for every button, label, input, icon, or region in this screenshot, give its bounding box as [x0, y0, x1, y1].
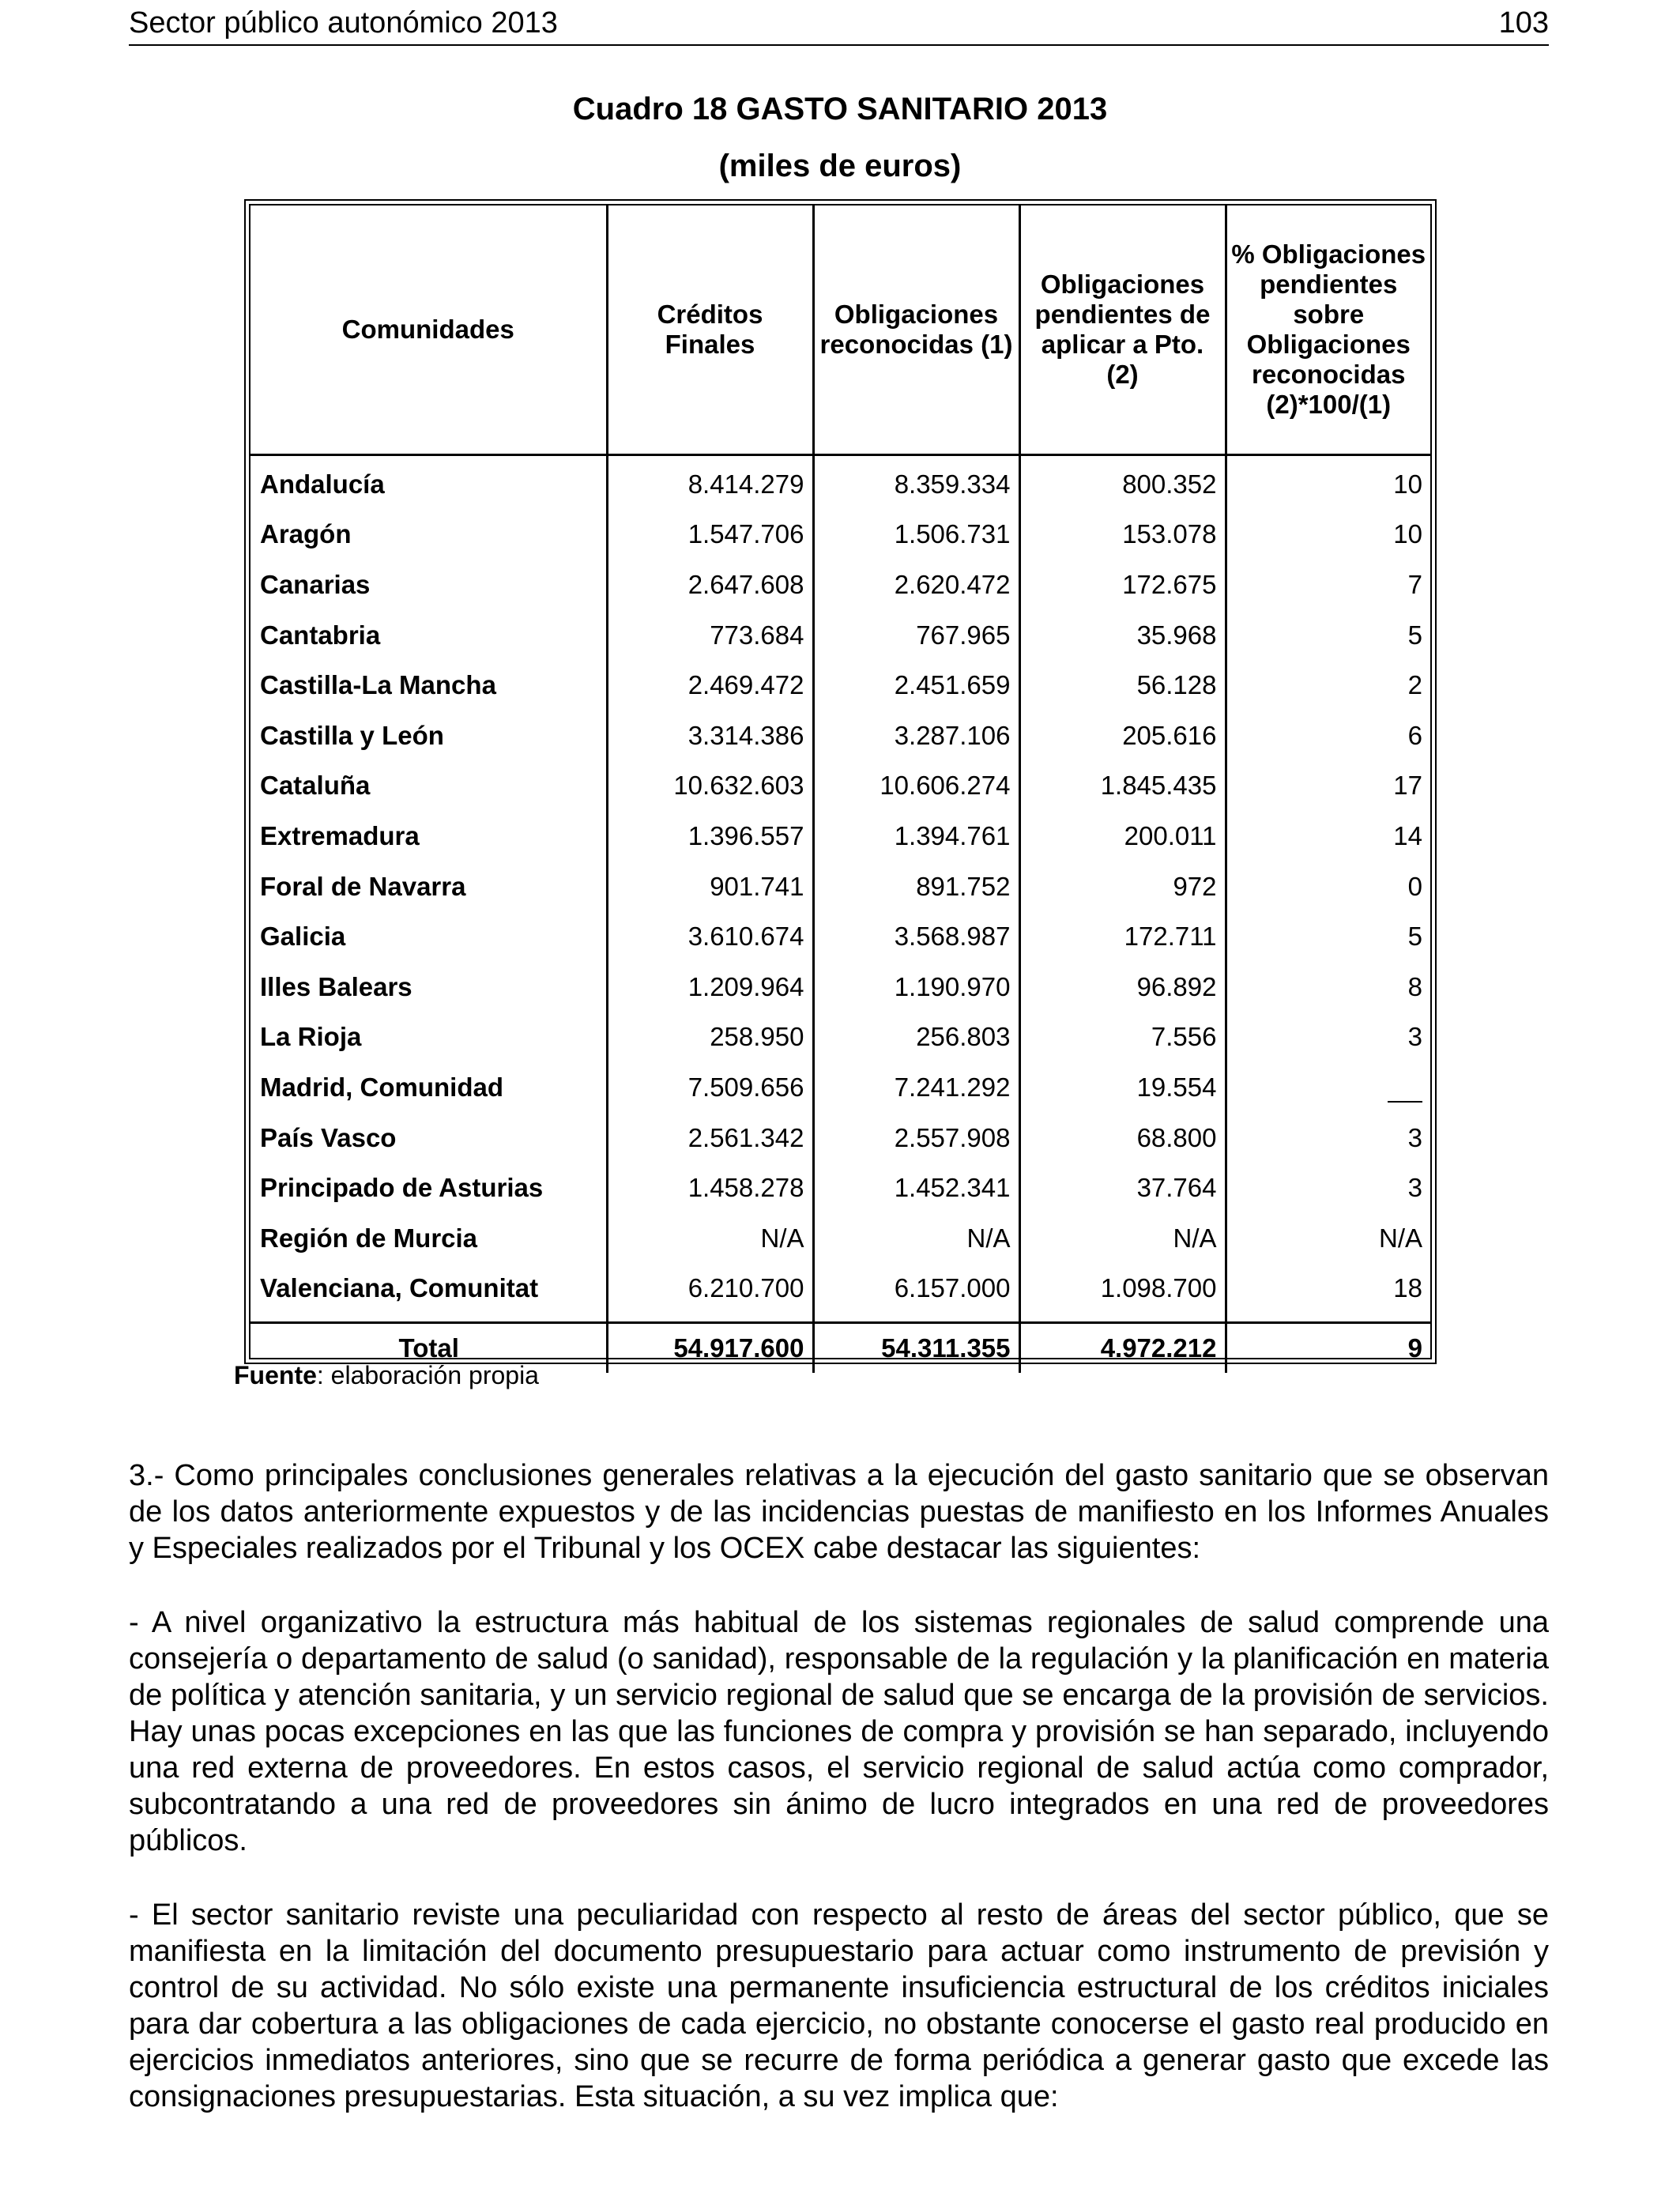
row-name: País Vasco [250, 1113, 607, 1163]
row-name: Castilla y León [250, 711, 607, 761]
row-creditos: 1.547.706 [607, 510, 813, 560]
row-porcentaje: 8 [1407, 971, 1422, 1001]
row-pendientes: 68.800 [1019, 1113, 1226, 1163]
row-porcentaje: 10 [1393, 519, 1422, 549]
total-porcentaje: 9 [1226, 1323, 1430, 1374]
column-header-creditos: Créditos Finales [607, 205, 813, 455]
row-name: Extremadura [250, 811, 607, 861]
gasto-sanitario-table [250, 205, 1430, 1373]
row-creditos: 1.396.557 [607, 811, 813, 861]
row-name: Foral de Navarra [250, 861, 607, 912]
empty-value-dash [1388, 1079, 1422, 1103]
row-pendientes: 153.078 [1019, 510, 1226, 560]
row-obligaciones: 767.965 [813, 610, 1019, 661]
column-header-comunidades: Comunidades [250, 205, 607, 455]
row-obligaciones: 7.241.292 [813, 1062, 1019, 1113]
row-obligaciones: 2.451.659 [813, 660, 1019, 711]
row-name: Illes Balears [250, 962, 607, 1012]
row-obligaciones: 2.620.472 [813, 560, 1019, 610]
total-creditos: 54.917.600 [607, 1323, 813, 1374]
table-source [234, 1361, 539, 1390]
row-porcentaje: N/A [1378, 1223, 1422, 1253]
row-pendientes: 1.845.435 [1019, 761, 1226, 812]
table-row [250, 861, 1430, 912]
row-pendientes: 37.764 [1019, 1163, 1226, 1213]
row-creditos: 2.561.342 [607, 1113, 813, 1163]
table-row [250, 510, 1430, 560]
table-row [250, 1012, 1430, 1063]
row-creditos: 8.414.279 [607, 455, 813, 510]
row-porcentaje: 10 [1393, 469, 1422, 499]
row-pendientes: 172.711 [1019, 911, 1226, 962]
row-name: Región de Murcia [250, 1213, 607, 1264]
table-row [250, 560, 1430, 610]
row-porcentaje: 14 [1393, 820, 1422, 850]
row-name: Aragón [250, 510, 607, 560]
row-creditos: 1.458.278 [607, 1163, 813, 1213]
row-name: Andalucía [250, 455, 607, 510]
running-header [129, 6, 1549, 46]
row-creditos: 3.610.674 [607, 911, 813, 962]
row-porcentaje: 5 [1407, 922, 1422, 952]
row-pendientes: 96.892 [1019, 962, 1226, 1012]
row-porcentaje: 0 [1407, 871, 1422, 901]
table-row [250, 1264, 1430, 1314]
row-creditos: 2.647.608 [607, 560, 813, 610]
row-porcentaje: 3 [1407, 1022, 1422, 1052]
table-header-row [250, 205, 1430, 455]
row-name: Principado de Asturias [250, 1163, 607, 1213]
row-porcentaje: 7 [1407, 569, 1422, 599]
table-spacer [250, 1314, 1430, 1323]
row-name: Cantabria [250, 610, 607, 661]
row-name: La Rioja [250, 1012, 607, 1063]
row-obligaciones: 3.568.987 [813, 911, 1019, 962]
row-pendientes: 19.554 [1019, 1062, 1226, 1113]
row-name: Castilla-La Mancha [250, 660, 607, 711]
row-obligaciones: 1.506.731 [813, 510, 1019, 560]
table-title: Cuadro 18 GASTO SANITARIO 2013 [572, 92, 1108, 126]
table-subtitle: (miles de euros) [718, 149, 962, 183]
row-creditos: N/A [607, 1213, 813, 1264]
table-row [250, 1113, 1430, 1163]
table-row [250, 711, 1430, 761]
table-row [250, 455, 1430, 510]
table-row [250, 761, 1430, 812]
row-creditos: 258.950 [607, 1012, 813, 1063]
row-porcentaje: 6 [1407, 720, 1422, 750]
table-frame [249, 204, 1432, 1363]
row-pendientes: 200.011 [1019, 811, 1226, 861]
row-obligaciones: 3.287.106 [813, 711, 1019, 761]
table-row [250, 660, 1430, 711]
row-pendientes: 56.128 [1019, 660, 1226, 711]
row-obligaciones: 6.157.000 [813, 1264, 1019, 1314]
row-name: Madrid, Comunidad [250, 1062, 607, 1113]
row-obligaciones: 1.452.341 [813, 1163, 1019, 1213]
table-row [250, 1213, 1430, 1264]
table-row [250, 1062, 1430, 1113]
column-header-pendientes: Obligaciones pendientes de aplicar a Pto. (2) [1019, 205, 1226, 455]
row-pendientes: 172.675 [1019, 560, 1226, 610]
row-pendientes: N/A [1019, 1213, 1226, 1264]
column-header-obligaciones: Obligaciones reconocidas (1) [813, 205, 1019, 455]
row-obligaciones: 1.190.970 [813, 962, 1019, 1012]
paragraph-peculiaridad: - El sector sanitario reviste una peculiaridad con respecto al resto de áreas del sector público, que se manifiesta en la limitación del documento presupuestario para actuar como instrumento de previsión y control de su actividad. No sólo existe una permanente insuficiencia estructural de los créditos iniciales para dar cobertura a las obligaciones de cada ejercicio, no obstante conocerse el gasto real producido en ejercicios inmediatos anteriores, sino que se recurre de forma periódica a generar gasto que excede las consignaciones presupuestarias. Esta situación, a su vez implica que: [129, 1898, 1549, 2113]
table-row [250, 1163, 1430, 1213]
column-header-porcentaje: % Obligaciones pendientes sobre Obligaciones reconocidas (2)*100/(1) [1226, 205, 1430, 455]
running-title: Sector público autonómico 2013 [129, 6, 558, 40]
table-row [250, 610, 1430, 661]
source-label: Fuente [234, 1361, 317, 1389]
row-porcentaje: 17 [1393, 771, 1422, 801]
row-obligaciones: 2.557.908 [813, 1113, 1019, 1163]
row-name: Valenciana, Comunitat [250, 1264, 607, 1314]
row-porcentaje: 3 [1407, 1122, 1422, 1152]
row-name: Canarias [250, 560, 607, 610]
row-porcentaje: 5 [1407, 620, 1422, 650]
row-obligaciones: N/A [813, 1213, 1019, 1264]
row-pendientes: 7.556 [1019, 1012, 1226, 1063]
row-creditos: 901.741 [607, 861, 813, 912]
source-text: : elaboración propia [316, 1361, 539, 1389]
row-porcentaje [1226, 1062, 1430, 1113]
total-obligaciones: 54.311.355 [813, 1323, 1019, 1374]
table-row [250, 811, 1430, 861]
row-obligaciones: 1.394.761 [813, 811, 1019, 861]
row-creditos: 7.509.656 [607, 1062, 813, 1113]
paragraph-organizativo: - A nivel organizativo la estructura más habitual de los sistemas regionales de salud comprende una consejería o departamento de salud (o sanidad), responsable de la regulación y la planificación en materia de política y atención sanitaria, y un servicio regional de salud que se encarga de la provisión de servicios. Hay unas pocas excepciones en las que las funciones de compra y provisión se han separado, incluyendo una red externa de proveedores. En estos casos, el servicio regional de salud actúa como comprador, subcontratando a una red de proveedores sin ánimo de lucro integrados en una red de proveedores públicos. [129, 1606, 1549, 1857]
row-porcentaje: 18 [1393, 1273, 1422, 1303]
row-porcentaje: 2 [1407, 670, 1422, 700]
table-row [250, 911, 1430, 962]
row-obligaciones: 10.606.274 [813, 761, 1019, 812]
total-pendientes: 4.972.212 [1019, 1323, 1226, 1374]
row-name: Galicia [250, 911, 607, 962]
row-pendientes: 800.352 [1019, 455, 1226, 510]
total-label: Total [250, 1323, 607, 1374]
row-obligaciones: 8.359.334 [813, 455, 1019, 510]
row-pendientes: 1.098.700 [1019, 1264, 1226, 1314]
row-pendientes: 35.968 [1019, 610, 1226, 661]
row-creditos: 773.684 [607, 610, 813, 661]
table-row [250, 962, 1430, 1012]
row-creditos: 2.469.472 [607, 660, 813, 711]
row-obligaciones: 891.752 [813, 861, 1019, 912]
row-creditos: 1.209.964 [607, 962, 813, 1012]
row-creditos: 3.314.386 [607, 711, 813, 761]
row-creditos: 10.632.603 [607, 761, 813, 812]
row-creditos: 6.210.700 [607, 1264, 813, 1314]
paragraph-conclusiones: 3.- Como principales conclusiones generales relativas a la ejecución del gasto sanitario que se observan de los datos anteriormente expuestos y de las incidencias puestas de manifiesto en los Informes Anuales y Especiales realizados por el Tribunal y los OCEX cabe destacar las siguientes: [129, 1459, 1549, 1565]
row-obligaciones: 256.803 [813, 1012, 1019, 1063]
row-name: Cataluña [250, 761, 607, 812]
page-number: 103 [1498, 6, 1549, 40]
row-porcentaje: 3 [1407, 1173, 1422, 1203]
row-pendientes: 205.616 [1019, 711, 1226, 761]
row-pendientes: 972 [1019, 861, 1226, 912]
table-body [250, 455, 1430, 1314]
